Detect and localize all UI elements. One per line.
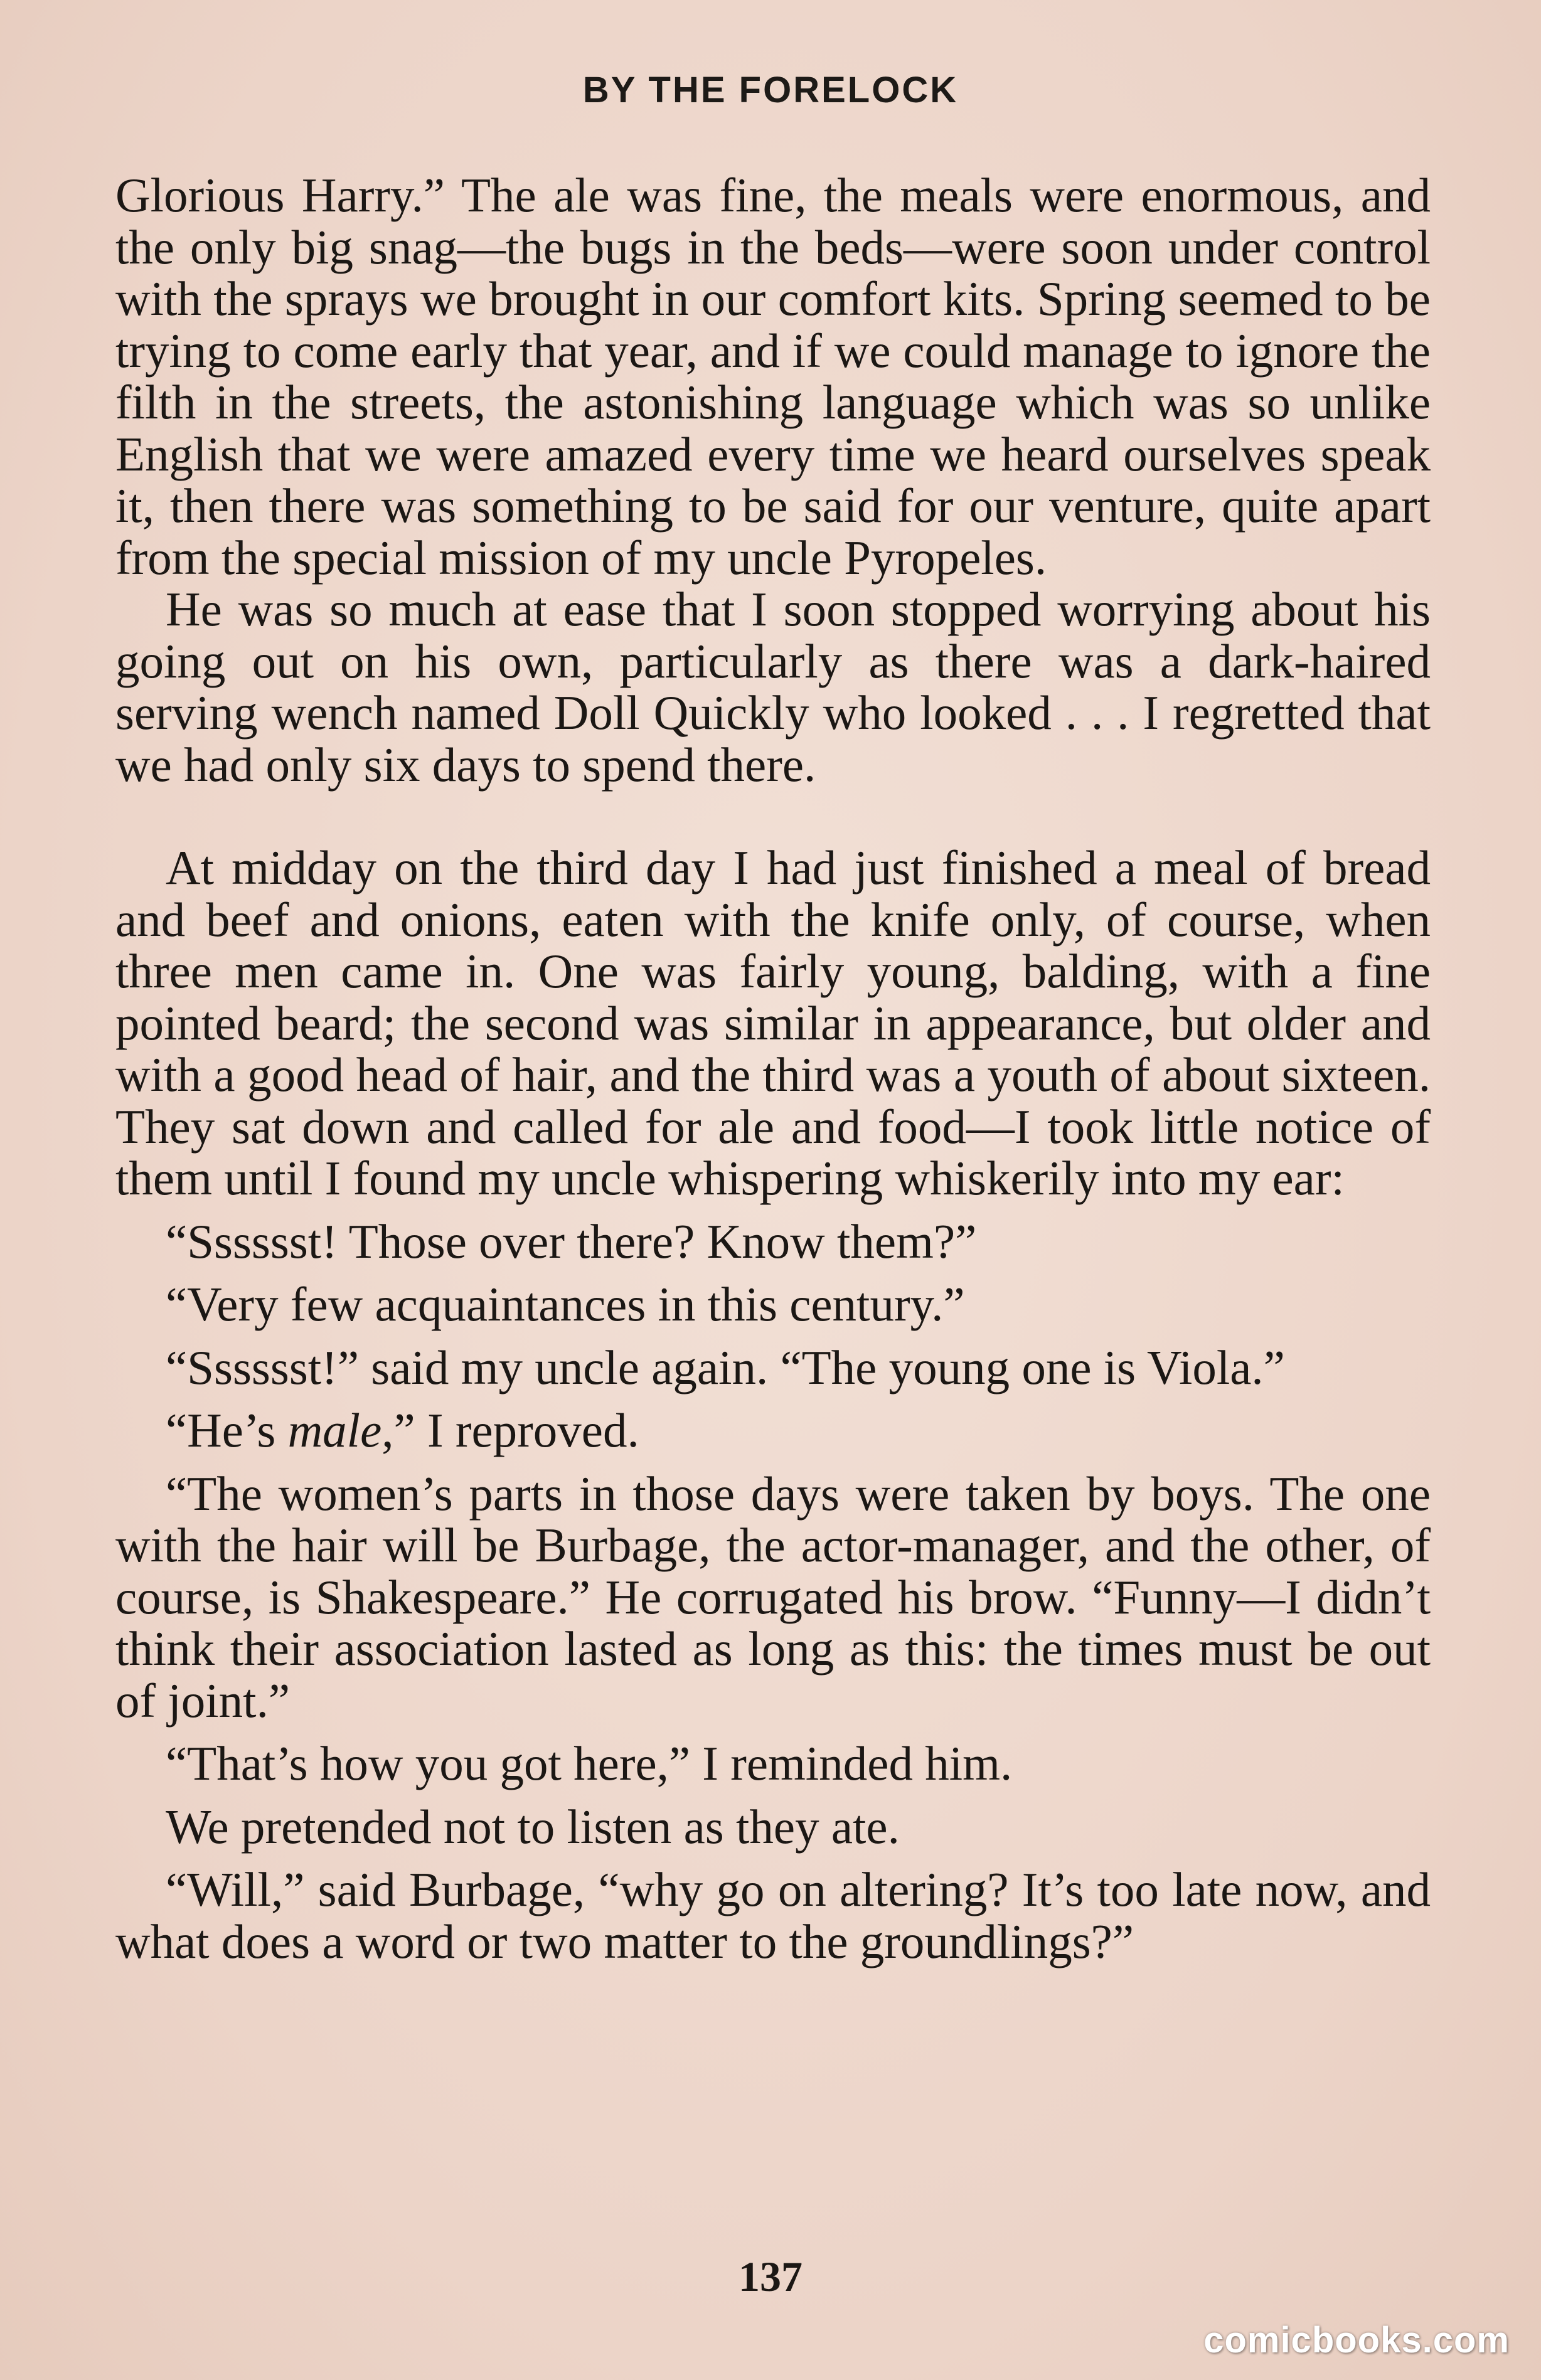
paragraph-section-start: At midday on the third day I had just finished a meal of bread and beef and onions, eaten with the knife only, of course, when three men came in. One was fairly young, balding, with a fine pointed beard; the second was similar in appearance, but older and with a good head of hair, and the third was a youth of about sixteen. They sat down and called for ale and food—I took little notice of them until I found my uncle whispering whiskerily into my ear: (115, 841, 1431, 1205)
paragraph-continuation: Glorious Harry.” The ale was fine, the meals were enormous, and the only big snag—the bugs in the beds—were soon under control with the sprays we brought in our comfort kits. Spring seemed to be trying to come early that year, and if we could manage to ignore the filth in the streets, the astonishing language which was so unlike English that we were amazed every time we heard ourselves speak it, then there was something to be said for our venture, quite apart from the special mission of my uncle Pyropeles. (115, 168, 1431, 585)
dialogue-line (115, 1405, 1431, 1457)
watermark-text: comicbooks.com (1203, 2320, 1510, 2361)
dialogue-line: “Sssssst! Those over there? Know them?” (166, 1214, 977, 1268)
dialogue-text: ,” I reproved. (381, 1403, 639, 1457)
paragraph: We pretended not to listen as they ate. (166, 1799, 900, 1854)
dialogue-line: “That’s how you got here,” I reminded him. (166, 1736, 1013, 1790)
paragraph: He was so much at ease that I soon stopped worrying about his going out on his own, particularly as there was a dark-haired serving wench named Doll Quickly who looked . . . I regretted that we had only six days to spend there. (115, 582, 1431, 792)
dialogue-paragraph: “Will,” said Burbage, “why go on altering? It’s too late now, and what does a word or two matter to the groundlings?” (115, 1862, 1431, 1968)
dialogue-paragraph: “The women’s parts in those days were taken by boys. The one with the hair will be Burbage, the actor-manager, and the other, of course, is Shakespeare.” He corrugated his brow. “Funny—I didn’t think their association lasted as long as this: the times must be out of joint.” (115, 1466, 1431, 1728)
dialogue-text: “He’s (166, 1403, 288, 1457)
body-text (115, 169, 1431, 1967)
dialogue-line: “Very few acquaintances in this century.” (166, 1277, 965, 1331)
dialogue-line: “Sssssst!” said my uncle again. “The young one is Viola.” (166, 1340, 1285, 1395)
page-number: 137 (739, 2253, 802, 2300)
emphasis-text: male (287, 1403, 382, 1457)
running-head: BY THE FORELOCK (582, 70, 959, 110)
